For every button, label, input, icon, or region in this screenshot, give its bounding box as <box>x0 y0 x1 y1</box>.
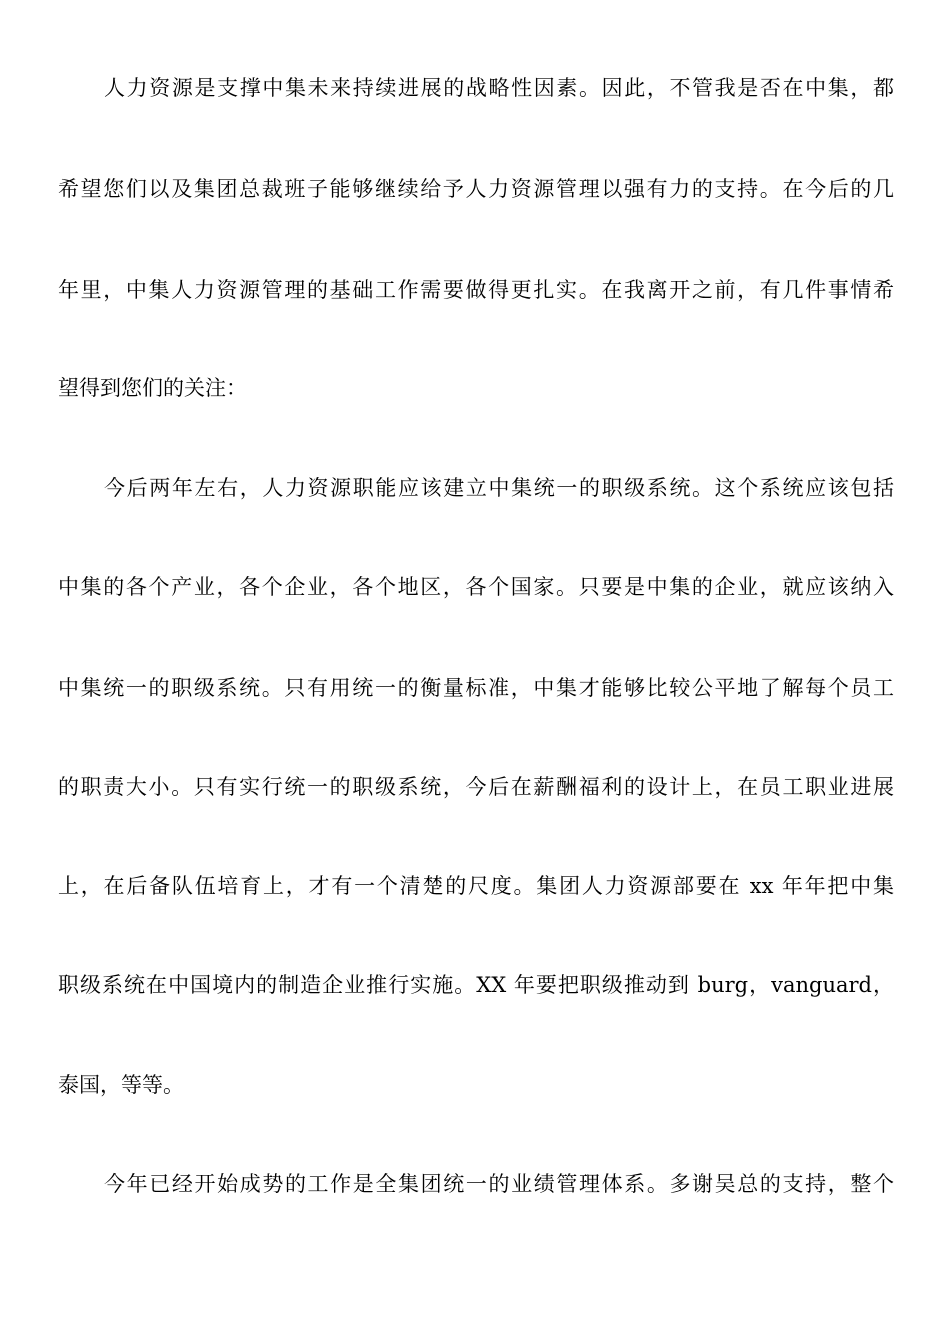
text-line: 希望您们以及集团总裁班子能够继续给予人力资源管理以强有力的支持。在今后的几 <box>58 177 894 201</box>
text-line: 中集统一的职级系统。只有用统一的衡量标准，中集才能够比较公平地了解每个员工 <box>58 676 894 700</box>
text-line: 今后两年左右，人力资源职能应该建立中集统一的职级系统。这个系统应该包括 <box>104 476 894 500</box>
text-line: 中集的各个产业，各个企业，各个地区，各个国家。只要是中集的企业，就应该纳入 <box>58 575 894 599</box>
text-line: 年里，中集人力资源管理的基础工作需要做得更扎实。在我离开之前，有几件事情希 <box>58 278 894 302</box>
text-line: 望得到您们的关注： <box>58 376 247 400</box>
text-line: 泰国，等等。 <box>58 1073 184 1097</box>
text-line: 今年已经开始成势的工作是全集团统一的业绩管理体系。多谢吴总的支持，整个 <box>104 1172 894 1196</box>
text-line: 上，在后备队伍培育上，才有一个清楚的尺度。集团人力资源部要在 xx 年年把中集 <box>58 874 894 898</box>
text-line: 职级系统在中国境内的制造企业推行实施。XX 年要把职级推动到 burg，vanguard， <box>58 973 894 997</box>
text-line: 的职责大小。只有实行统一的职级系统，今后在薪酬福利的设计上，在员工职业进展 <box>58 775 894 799</box>
text-line: 人力资源是支撑中集未来持续进展的战略性因素。因此，不管我是否在中集，都 <box>104 76 894 100</box>
